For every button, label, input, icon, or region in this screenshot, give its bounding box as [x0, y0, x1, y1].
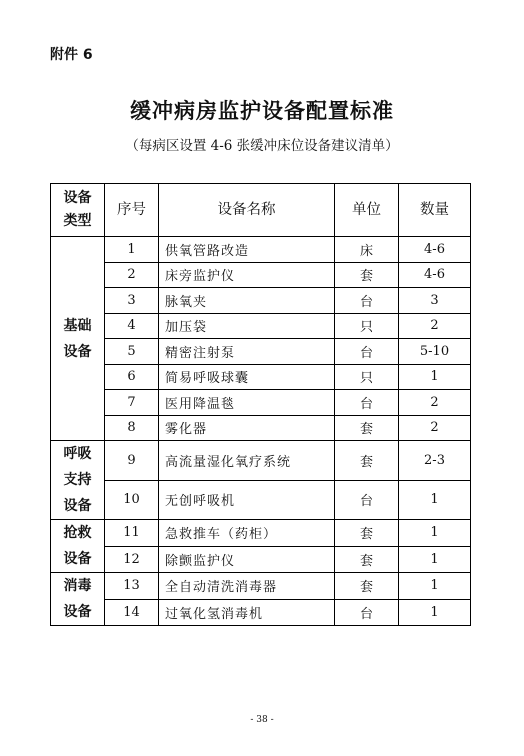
row-seq: 2 [105, 262, 159, 288]
row-seq: 8 [105, 415, 159, 441]
table-row [51, 546, 471, 573]
table-row [51, 237, 471, 263]
row-name: 雾化器 [159, 415, 335, 441]
category-rescue [51, 520, 105, 573]
row-seq: 9 [105, 441, 159, 481]
header-name: 设备名称 [159, 184, 335, 237]
category-basic [51, 237, 105, 441]
attachment-label: 附件 6 [50, 47, 93, 63]
row-name: 急救推车（药柜） [159, 520, 335, 547]
row-unit: 台 [335, 288, 399, 314]
table-row [51, 520, 471, 547]
row-seq: 3 [105, 288, 159, 314]
row-seq: 14 [105, 599, 159, 626]
row-unit: 套 [335, 262, 399, 288]
category-line: 设备 [63, 551, 92, 567]
row-seq: 4 [105, 313, 159, 339]
header-unit: 单位 [335, 184, 399, 237]
row-name: 精密注射泵 [159, 339, 335, 365]
document-subtitle: （每病区设置 4-6 张缓冲床位设备建议清单） [125, 138, 399, 154]
row-unit: 台 [335, 339, 399, 365]
category-line: 抢救 [63, 525, 92, 541]
table-row [51, 339, 471, 365]
document-title: 缓冲病房监护设备配置标准 [130, 99, 394, 123]
row-seq: 7 [105, 390, 159, 416]
row-seq: 1 [105, 237, 159, 263]
row-seq: 6 [105, 364, 159, 390]
row-unit: 只 [335, 313, 399, 339]
category-line: 消毒 [63, 578, 92, 594]
table-row [51, 573, 471, 600]
row-unit: 只 [335, 364, 399, 390]
row-unit: 套 [335, 415, 399, 441]
table-row [51, 364, 471, 390]
category-line: 设备 [63, 343, 92, 360]
row-name: 医用降温毯 [159, 390, 335, 416]
row-name: 除颤监护仪 [159, 546, 335, 573]
table-row [51, 441, 471, 481]
row-unit: 套 [335, 546, 399, 573]
header-row [51, 184, 471, 237]
table-row [51, 599, 471, 626]
header-type-line1: 设备 [63, 190, 92, 206]
row-qty: 2 [399, 390, 471, 416]
table-row [51, 480, 471, 520]
row-qty: 1 [399, 364, 471, 390]
row-unit: 台 [335, 599, 399, 626]
table-row [51, 262, 471, 288]
category-line: 呼吸 [63, 446, 92, 462]
row-seq: 10 [105, 480, 159, 520]
row-qty: 4-6 [399, 262, 471, 288]
row-qty: 2 [399, 313, 471, 339]
table-row [51, 288, 471, 314]
row-qty: 4-6 [399, 237, 471, 263]
row-qty: 1 [399, 546, 471, 573]
row-name: 脉氧夹 [159, 288, 335, 314]
row-unit: 台 [335, 480, 399, 520]
header-type-line2: 类型 [63, 213, 92, 229]
category-line: 基础 [63, 317, 92, 334]
row-qty: 3 [399, 288, 471, 314]
row-seq: 13 [105, 573, 159, 600]
row-seq: 5 [105, 339, 159, 365]
row-name: 无创呼吸机 [159, 480, 335, 520]
row-qty: 1 [399, 599, 471, 626]
row-qty: 2-3 [399, 441, 471, 481]
table-row [51, 313, 471, 339]
row-unit: 套 [335, 520, 399, 547]
row-unit: 床 [335, 237, 399, 263]
header-qty: 数量 [399, 184, 471, 237]
category-respiratory [51, 441, 105, 520]
row-qty: 2 [399, 415, 471, 441]
row-unit: 套 [335, 573, 399, 600]
row-unit: 台 [335, 390, 399, 416]
row-name: 高流量湿化氧疗系统 [159, 441, 335, 481]
row-name: 简易呼吸球囊 [159, 364, 335, 390]
row-seq: 11 [105, 520, 159, 547]
table-row [51, 415, 471, 441]
row-name: 供氧管路改造 [159, 237, 335, 263]
row-name: 全自动清洗消毒器 [159, 573, 335, 600]
row-qty: 1 [399, 573, 471, 600]
category-line: 设备 [63, 604, 92, 620]
row-qty: 1 [399, 520, 471, 547]
row-name: 床旁监护仪 [159, 262, 335, 288]
table-row [51, 390, 471, 416]
header-type [51, 184, 105, 237]
row-name: 过氧化氢消毒机 [159, 599, 335, 626]
header-seq: 序号 [105, 184, 159, 237]
category-disinfection [51, 573, 105, 626]
row-seq: 12 [105, 546, 159, 573]
row-unit: 套 [335, 441, 399, 481]
page-number: - 38 - [250, 715, 274, 725]
row-name: 加压袋 [159, 313, 335, 339]
row-qty: 1 [399, 480, 471, 520]
category-line: 支持 [63, 472, 92, 488]
row-qty: 5-10 [399, 339, 471, 365]
category-line: 设备 [63, 498, 92, 514]
equipment-table [50, 183, 471, 626]
